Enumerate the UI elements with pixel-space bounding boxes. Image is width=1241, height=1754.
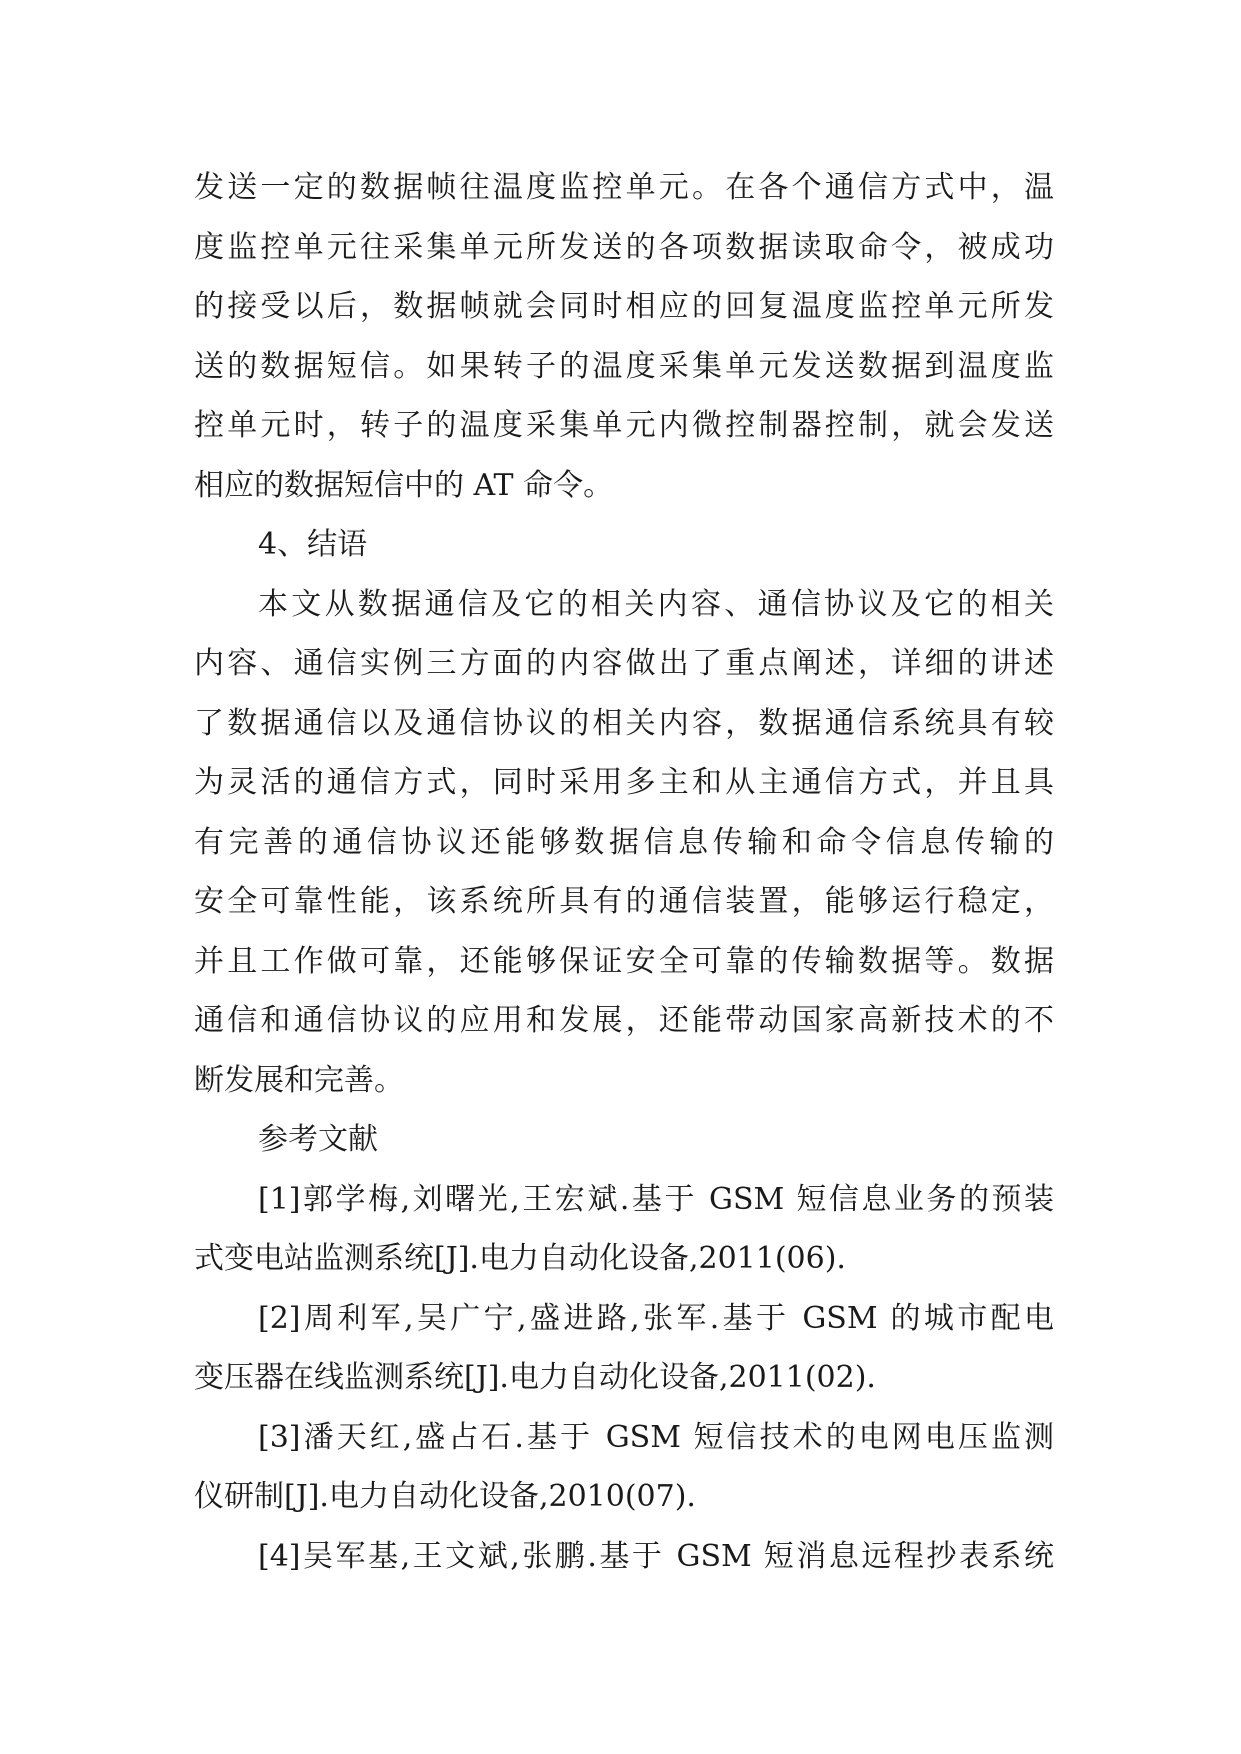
conclusion-paragraph (194, 575, 1054, 1111)
reference-item (194, 1527, 1054, 1587)
text-line: 断发展和完善。 (194, 1062, 404, 1098)
reference-item (194, 1408, 1054, 1527)
text-line: 度监控单元往采集单元所发送的各项数据读取命令，被成功 (194, 229, 1054, 265)
document-page (194, 158, 1054, 1586)
text-line: 并且工作做可靠，还能够保证安全可靠的传输数据等。数据 (194, 943, 1054, 979)
text-line: 内容、通信实例三方面的内容做出了重点阐述，详细的讲述 (194, 646, 1054, 681)
body-paragraph (194, 158, 1054, 515)
reference-list (194, 1170, 1054, 1587)
text-line: 本文从数据通信及它的相关内容、通信协议及它的相关 (258, 586, 1054, 622)
reference-item (194, 1289, 1054, 1408)
text-line: 为灵活的通信方式，同时采用多主和从主通信方式，并且具 (194, 765, 1054, 800)
text-line: 了数据通信以及通信协议的相关内容，数据通信系统具有较 (194, 705, 1054, 741)
reference-item (194, 1170, 1054, 1289)
reference-line: [2]周利军,吴广宁,盛进路,张军.基于 GSM 的城市配电 (258, 1300, 1054, 1336)
reference-line: [4]吴军基,王文斌,张鹏.基于 GSM 短消息远程抄表系统 (258, 1538, 1054, 1574)
references-heading: 参考文献 (258, 1122, 378, 1157)
text-line: 安全可靠性能，该系统所具有的通信装置，能够运行稳定， (194, 884, 1054, 919)
text-line: 的接受以后，数据帧就会同时相应的回复温度监控单元所发 (194, 289, 1054, 324)
section-heading: 4、结语 (258, 527, 368, 562)
reference-line: 仪研制[J].电力自动化设备,2010(07). (194, 1479, 696, 1514)
text-line: 发送一定的数据帧往温度监控单元。在各个通信方式中，温 (194, 170, 1054, 205)
text-line: 通信和通信协议的应用和发展，还能带动国家高新技术的不 (194, 1003, 1054, 1038)
reference-line: [1]郭学梅,刘曙光,王宏斌.基于 GSM 短信息业务的预装 (258, 1181, 1054, 1217)
text-line: 控单元时，转子的温度采集单元内微控制器控制，就会发送 (194, 408, 1054, 443)
text-line: 有完善的通信协议还能够数据信息传输和命令信息传输的 (194, 824, 1054, 860)
reference-line: 变压器在线监测系统[J].电力自动化设备,2011(02). (194, 1360, 876, 1395)
text-line: 送的数据短信。如果转子的温度采集单元发送数据到温度监 (194, 348, 1054, 384)
reference-line: 式变电站监测系统[J].电力自动化设备,2011(06). (194, 1241, 846, 1276)
reference-line: [3]潘天红,盛占石.基于 GSM 短信技术的电网电压监测 (258, 1419, 1054, 1455)
text-line: 相应的数据短信中的 AT 命令。 (194, 467, 614, 503)
